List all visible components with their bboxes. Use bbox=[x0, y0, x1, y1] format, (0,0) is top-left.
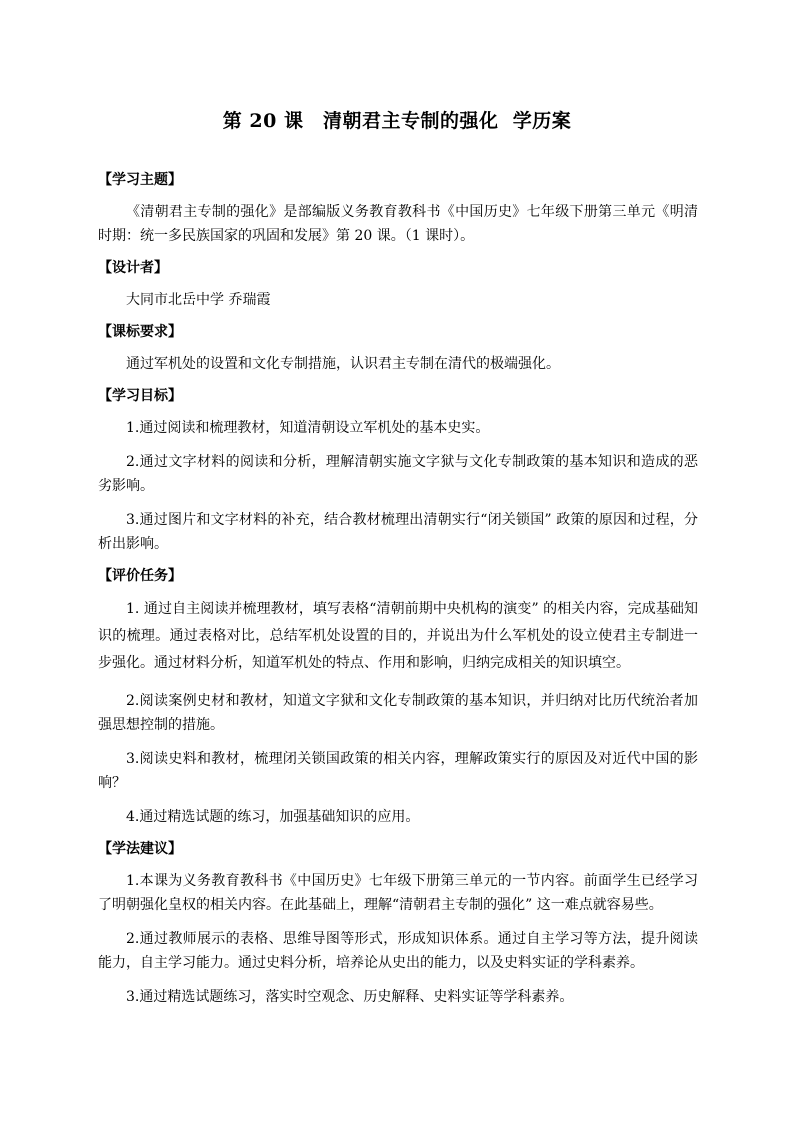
section-heading: 【学法建议】 bbox=[98, 841, 182, 857]
paragraph: 2.阅读案例史材和教材，知道文字狱和文化专制政策的基本知识，并归纳对比历代统治者加强思想控制的措施。 bbox=[98, 693, 698, 733]
paragraph: 大同市北岳中学 乔瑞霞 bbox=[126, 292, 271, 308]
page-title: 第 20 课 清朝君主专制的强化 学历案 bbox=[222, 110, 572, 132]
section-heading: 【学习目标】 bbox=[98, 388, 182, 404]
section-assessment-tasks bbox=[98, 566, 698, 829]
paragraph: 通过军机处的设置和文化专制措施，认识君主专制在清代的极端强化。 bbox=[126, 356, 560, 372]
paragraph: 3.通过图片和文字材料的补充，结合教材梳理出清朝实行“闭关锁国” 政策的原因和过程，分析出影响。 bbox=[98, 512, 698, 552]
section-heading: 【设计者】 bbox=[98, 260, 168, 276]
section-heading: 【评价任务】 bbox=[98, 568, 182, 584]
paragraph: 3.阅读史料和教材，梳理闭关锁国政策的相关内容，理解政策实行的原因及对近代中国的影响？ bbox=[98, 751, 698, 791]
paragraph: 2.通过教师展示的表格、思维导图等形式，形成知识体系。通过自主学习等方法，提升阅读能力，自主学习能力。通过史料分析，培养论从史出的能力，以及史料实证的学科素养。 bbox=[98, 931, 698, 971]
section-curriculum-requirements bbox=[98, 322, 698, 376]
paragraph: 1.通过阅读和梳理教材，知道清朝设立军机处的基本史实。 bbox=[126, 420, 490, 436]
section-learning-objectives bbox=[98, 386, 698, 556]
paragraph: 2.通过文字材料的阅读和分析，理解清朝实施文字狱与文化专制政策的基本知识和造成的恶劣影响。 bbox=[98, 454, 698, 494]
paragraph: 4.通过精选试题的练习，加强基础知识的应用。 bbox=[126, 809, 420, 825]
section-heading: 【课标要求】 bbox=[98, 324, 182, 340]
section-learning-theme bbox=[98, 170, 698, 248]
paragraph: 1.本课为义务教育教科书《中国历史》七年级下册第三单元的一节内容。前面学生已经学习了明朝强化皇权的相关内容。在此基础上，理解“清朝君主专制的强化” 这一难点就容易些。 bbox=[98, 873, 698, 913]
paragraph: 3.通过精选试题练习，落实时空观念、历史解释、史料实证等学科素养。 bbox=[126, 989, 574, 1005]
paragraph: 1. 通过自主阅读并梳理教材，填写表格“清朝前期中央机构的演变” 的相关内容，完成基础知识的梳理。通过表格对比，总结军机处设置的目的，并说出为什么军机处的设立使君主专制进一步强化。通过材料分析，知道军机处的特点、作用和影响，归纳完成相关的知识填空。 bbox=[98, 601, 698, 671]
paragraph: 《清朝君主专制的强化》是部编版义务教育教科书《中国历史》七年级下册第三单元《明清时期：统一多民族国家的巩固和发展》第 20 课。（1 课时）。 bbox=[98, 204, 698, 244]
section-heading: 【学习主题】 bbox=[98, 172, 182, 188]
section-study-suggestions bbox=[98, 839, 698, 1009]
document-body bbox=[98, 170, 698, 1019]
section-designer bbox=[98, 258, 698, 312]
